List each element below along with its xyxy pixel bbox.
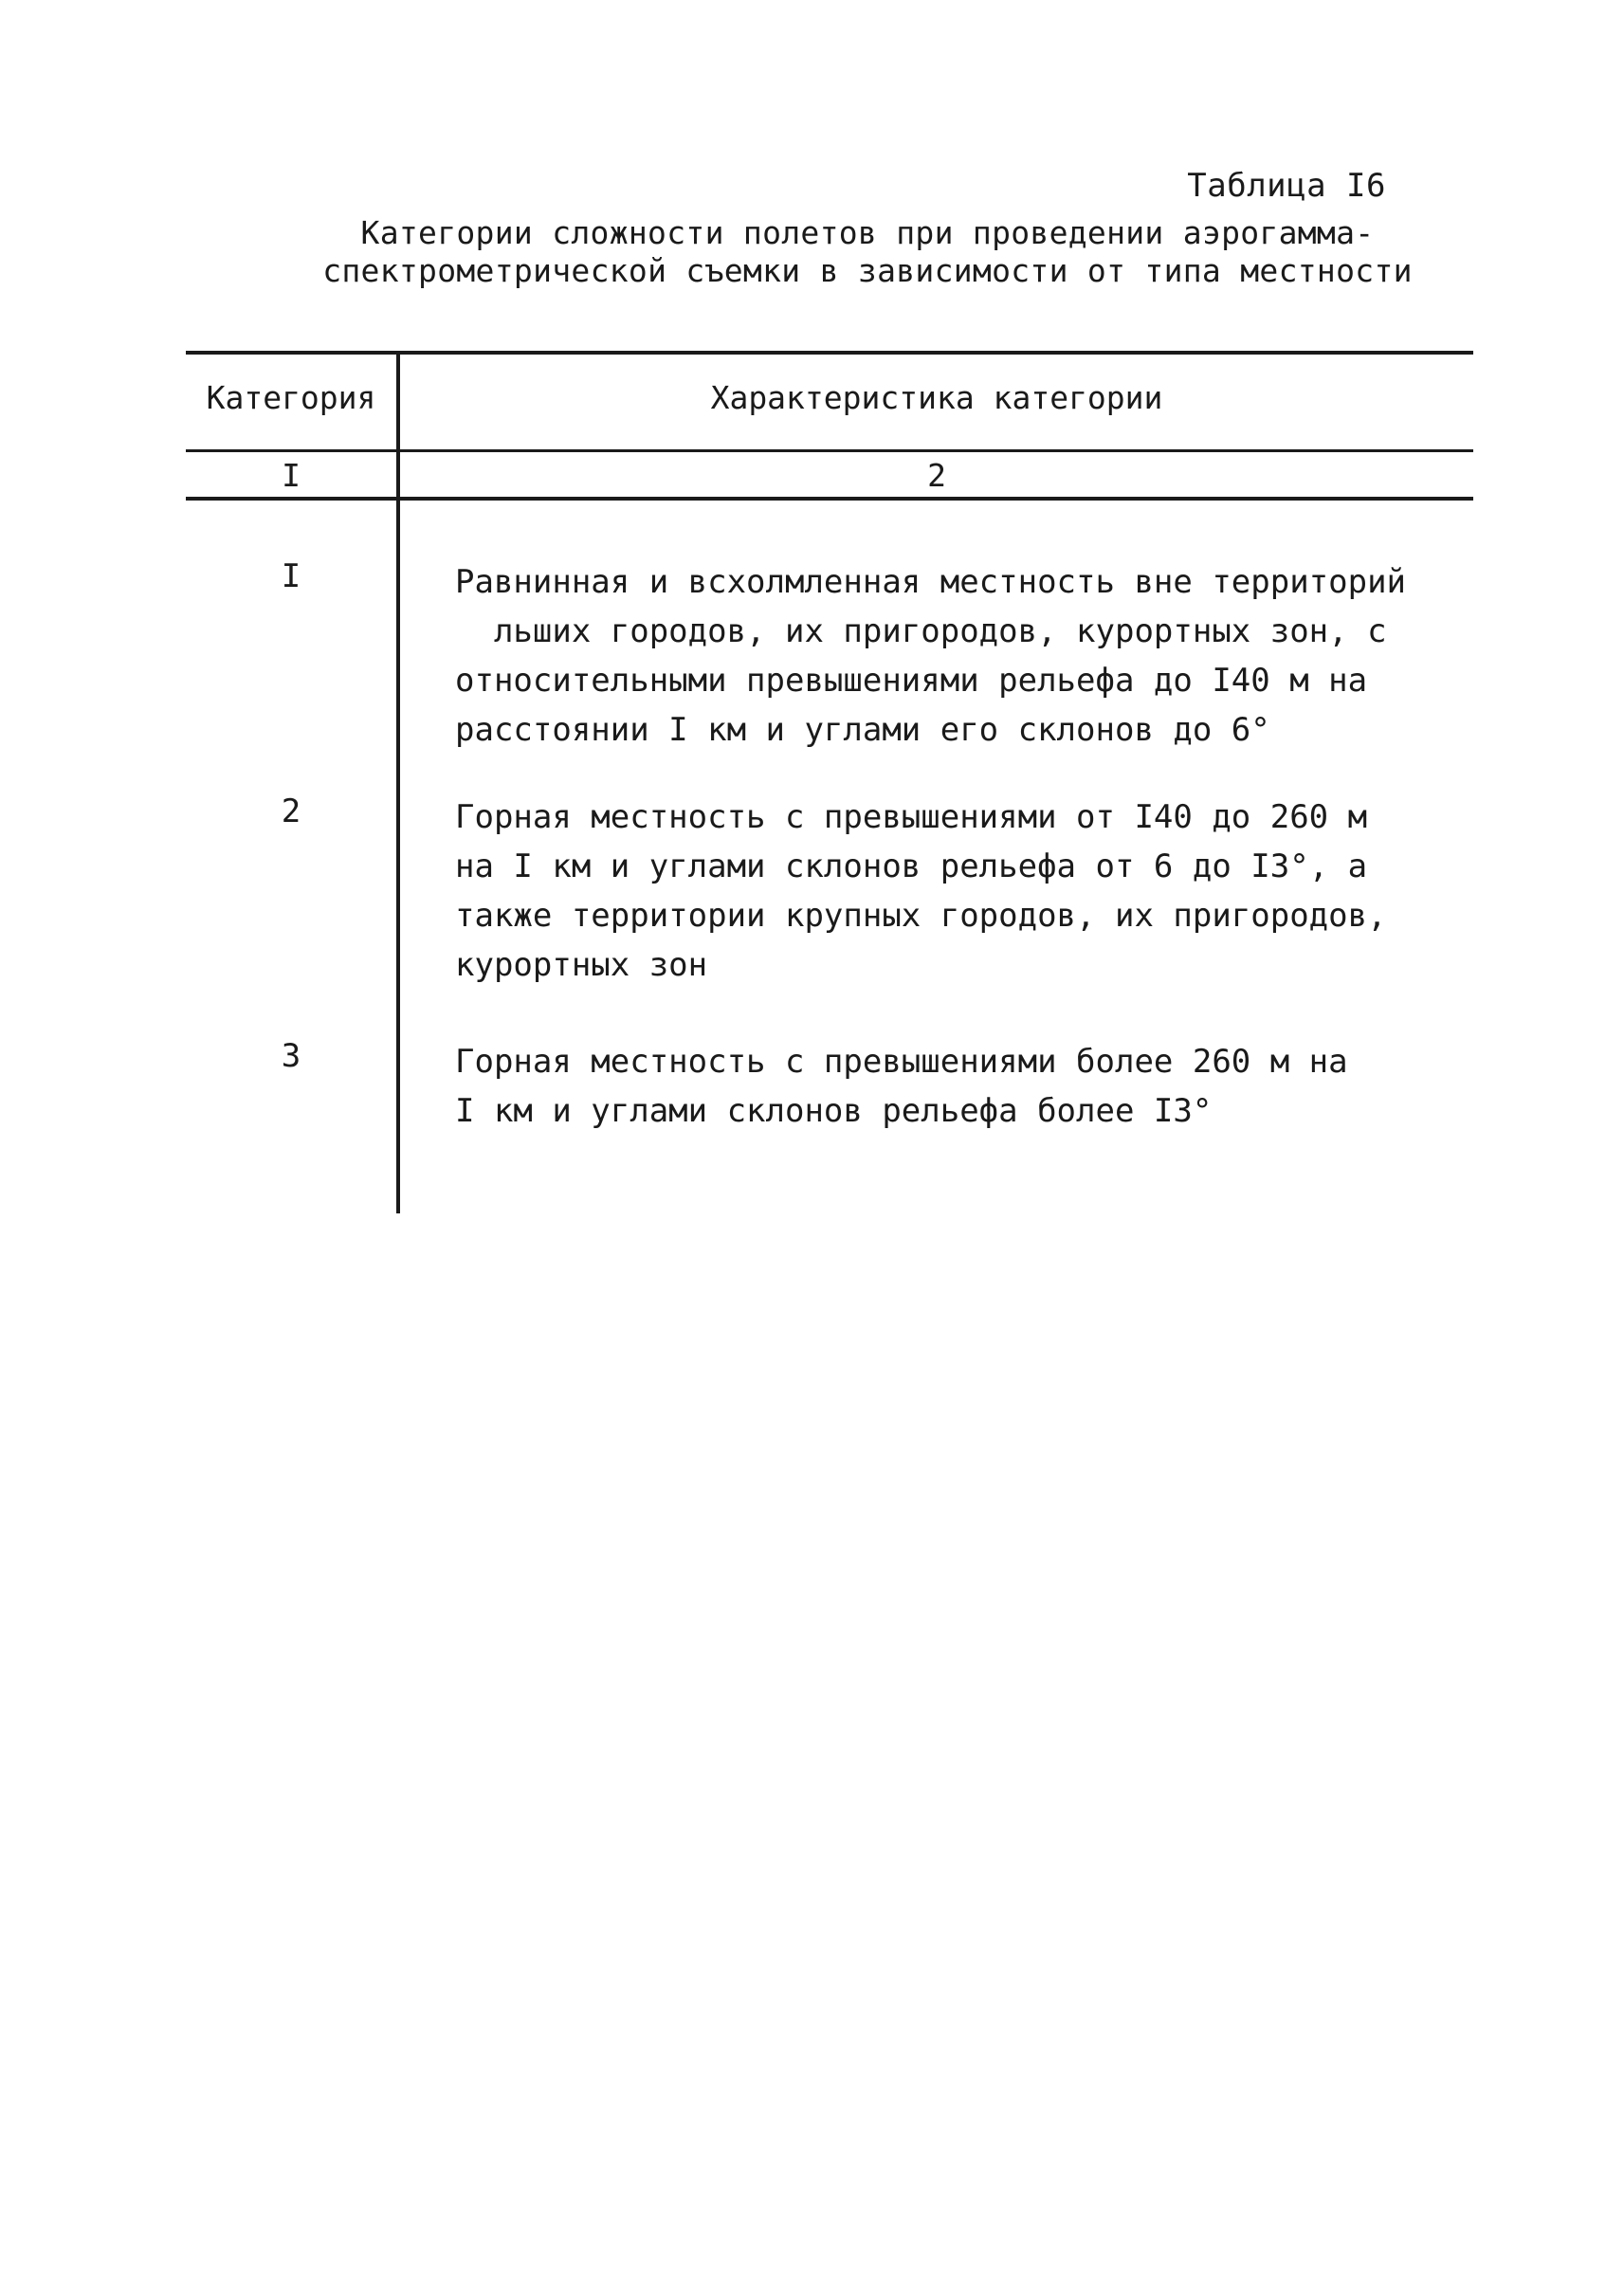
table-numbering-rule [186,497,1473,501]
row-description [455,557,1479,755]
table-caption [284,214,1451,290]
row-category: 2 [281,793,301,830]
caption-line: Категории сложности полетов при проведении аэрогамма- [360,214,1375,251]
description-line: Равнинная и всхолмленная местность вне территорий [455,563,1407,601]
description-line: расстоянии I км и углами его склонов до 6° [455,711,1270,749]
header-category: Категория [206,379,376,416]
description-line: I км и углами склонов рельефа более I3° [455,1092,1213,1130]
description-line: относительными превышениями рельефа до I40 м на [455,662,1368,700]
row-category: I [281,557,301,595]
table-top-rule [186,351,1473,355]
row-description [455,1037,1479,1136]
description-line: на I км и углами склонов рельефа от 6 до I3°, а [455,847,1368,885]
table-header-rule [186,449,1473,452]
table-label: Таблица I6 [1187,167,1386,205]
description-line: Горная местность с превышениями более 260 м на [455,1043,1348,1081]
description-line: также территории крупных городов, их пригородов, [455,897,1387,935]
caption-line: спектрометрической съемки в зависимости от типа местности [322,252,1413,289]
description-line: Горная местность с превышениями от I40 до 260 м [455,798,1368,836]
description-line: курортных зон [455,946,708,984]
description-line: льших городов, их пригородов, курортных зон, с [455,612,1387,650]
row-category: 3 [281,1037,301,1075]
column-number: I [282,457,301,494]
categories-table [186,351,1473,1213]
row-description [455,793,1479,990]
header-characteristic: Характеристика категории [710,379,1163,416]
column-number: 2 [927,457,946,494]
